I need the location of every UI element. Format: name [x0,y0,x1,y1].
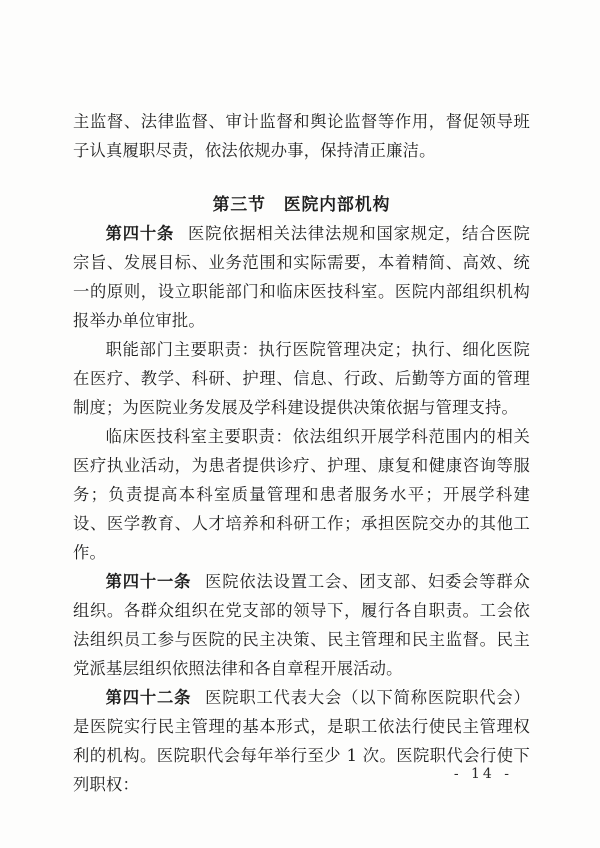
article-text-42: 医院职工代表大会（以下简称医院职代会）是医院实行民主管理的基本形式，是职工依法行使民主管理权利的机构。医院职代会每年举行至少 1 次。医院职代会行使下列职权： [73,688,530,794]
paragraph-text-functional: 职能部门主要职责：执行医院管理决定；执行、细化医院在医疗、教学、科研、护理、信息、行政、后勤等方面的管理制度；为医院业务发展及学科建设提供决策依据与管理支持。 [73,340,530,417]
article-text-40: 医院依据相关法律法规和国家规定，结合医院宗旨、发展目标、业务范围和实际需要，本着精简、高效、统一的原则，设立职能部门和临床医技科室。医院内部组织机构报举办单位审批。 [73,224,530,330]
paragraph-continuation: 主监督、法律监督、审计监督和舆论监督等作用，督促领导班子认真履职尽责，依法依规办事，保持清正廉洁。 [73,112,530,160]
paragraph-clinical-departments [73,422,530,567]
page-number: - 14 - [453,766,512,782]
article-text-41: 医院依法设置工会、团支部、妇委会等群众组织。各群众组织在党支部的领导下，履行各自职责。工会依法组织员工参与医院的民主决策、民主管理和民主监督。民主党派基层组织依照法律和各自章程开展活动。 [73,572,530,678]
article-number-42: 第四十二条 [105,688,192,707]
paragraph-functional-departments [73,335,530,422]
article-number-40: 第四十条 [105,224,175,243]
article-number-41: 第四十一条 [105,572,192,591]
paragraph-text-clinical: 临床医技科室主要职责：依法组织开展学科范围内的相关医疗执业活动，为患者提供诊疗、护理、康复和健康咨询等服务；负责提高本科室质量管理和患者服务水平；开展学科建设、医学教育、人才培养和科研工作；承担医院交办的其他工作。 [73,427,530,562]
document-content [73,107,530,799]
article-paragraph-40 [73,219,530,335]
article-paragraph-41 [73,567,530,683]
section-heading: 第三节 医院内部机构 [212,194,391,214]
